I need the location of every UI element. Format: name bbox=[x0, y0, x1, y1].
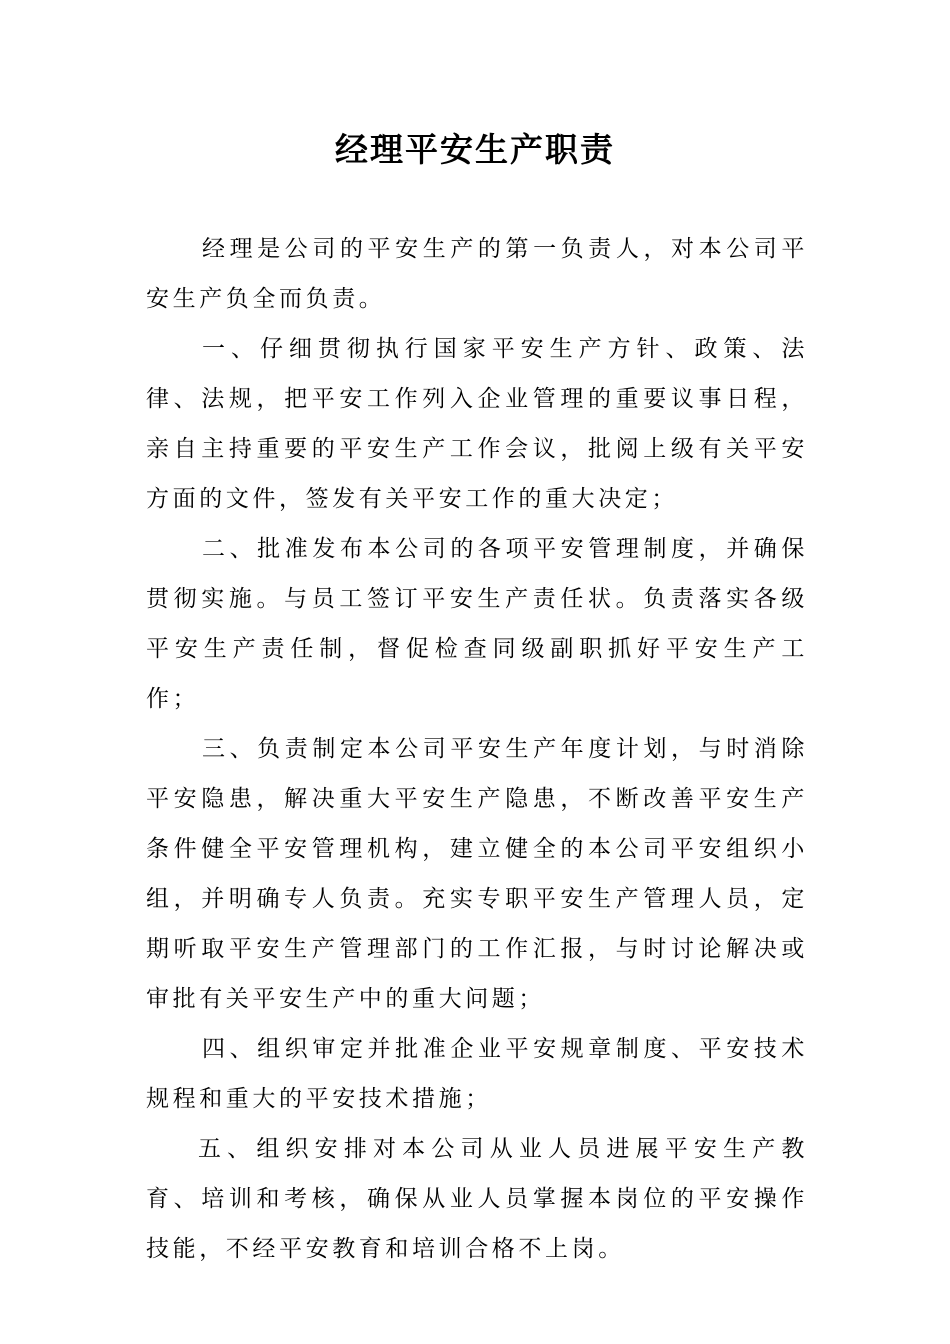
duty-paragraph-1: 一、仔细贯彻执行国家平安生产方针、政策、法律、法规，把平安工作列入企业管理的重要议事日程，亲自主持重要的平安生产工作会议，批阅上级有关平安方面的文件，签发有关平安工作的重大决定； bbox=[146, 336, 808, 512]
document-body bbox=[146, 224, 808, 1274]
duty-paragraph-5: 五、组织安排对本公司从业人员进展平安生产教育、培训和考核，确保从业人员掌握本岗位的平安操作技能，不经平安教育和培训合格不上岗。 bbox=[146, 1136, 808, 1262]
duty-paragraph-2: 二、批准发布本公司的各项平安管理制度，并确保贯彻实施。与员工签订平安生产责任状。负责落实各级平安生产责任制，督促检查同级副职抓好平安生产工作； bbox=[146, 536, 808, 712]
document-title: 经理平安生产职责 bbox=[335, 130, 615, 169]
intro-paragraph: 经理是公司的平安生产的第一负责人，对本公司平安生产负全而负责。 bbox=[146, 236, 808, 312]
duty-paragraph-4: 四、组织审定并批准企业平安规章制度、平安技术规程和重大的平安技术措施； bbox=[146, 1036, 808, 1112]
duty-paragraph-3: 三、负责制定本公司平安生产年度计划，与时消除平安隐患，解决重大平安生产隐患，不断改善平安生产条件健全平安管理机构，建立健全的本公司平安组织小组，并明确专人负责。充实专职平安生产管理人员，定期听取平安生产管理部门的工作汇报，与时讨论解决或审批有关平安生产中的重大问题； bbox=[146, 736, 808, 1012]
